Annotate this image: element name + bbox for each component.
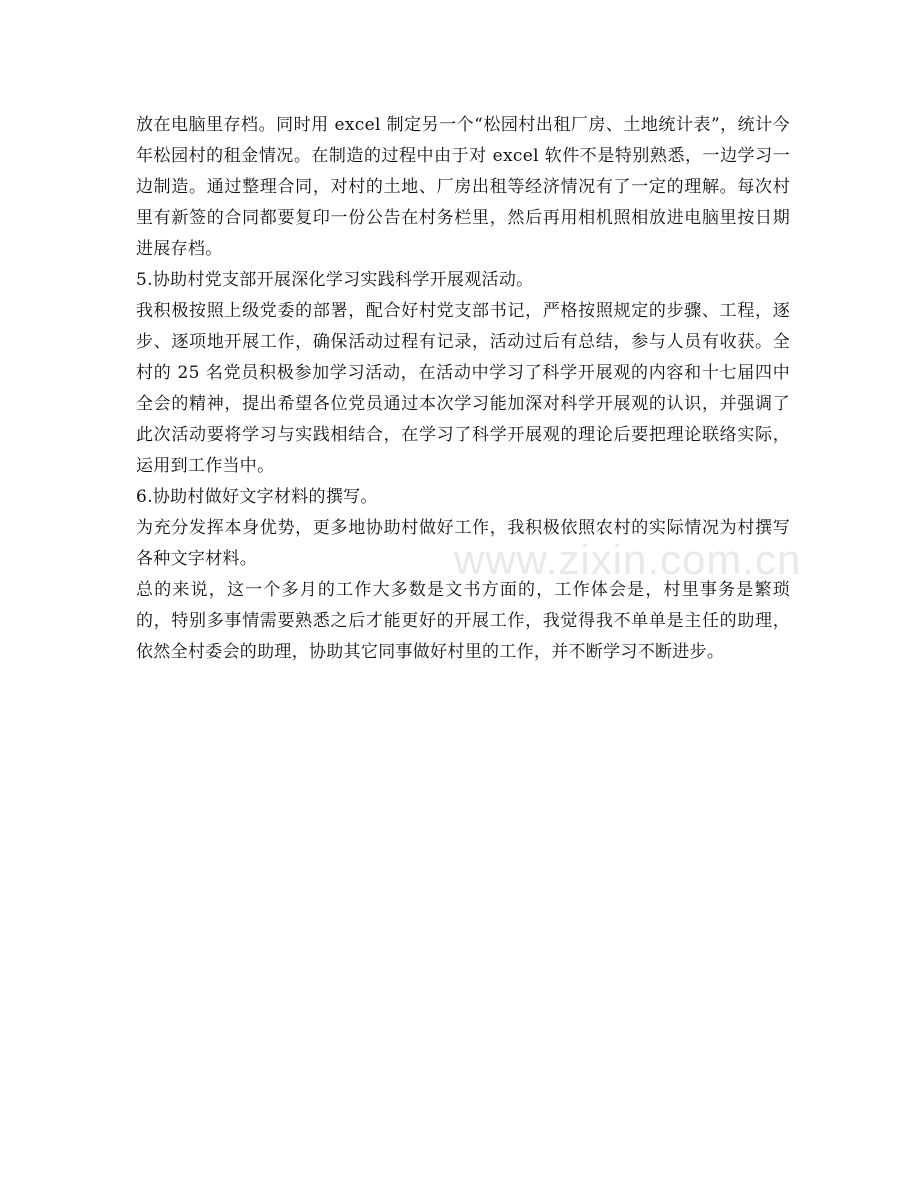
document-body	[136, 110, 790, 668]
paragraph-writing-materials: 为充分发挥本身优势，更多地协助村做好工作，我积极依照农村的实际情况为村撰写各种文字材料。	[136, 518, 790, 569]
watermark: www.zixin.com.cn	[454, 536, 802, 583]
paragraph-archiving: 放在电脑里存档。同时用 excel 制定另一个“松园村出租厂房、土地统计表”，统计今年松园村的租金情况。在制造的过程中由于对 excel 软件不是特别熟悉，一边学习一边制造。通过整理合同，对村的土地、厂房出租等经济情况有了一定的理解。每次村里有新签的合同都要复印一份公告在村务栏里，然后再用相机照相放进电脑里按日期进展存档。	[136, 115, 790, 259]
section-heading-5: 5.协助村党支部开展深化学习实践科学开展观活动。	[136, 270, 534, 290]
paragraph-study-activity: 我积极按照上级党委的部署，配合好村党支部书记，严格按照规定的步骤、工程，逐步、逐项地开展工作，确保活动过程有记录，活动过后有总结，参与人员有收获。全村的 25 名党员积极参加学习活动，在活动中学习了科学开展观的内容和十七届四中全会的精神，提出希望各位党员通过本次学习能加深对科学开展观的认识，并强调了此次活动要将学习与实践相结合，在学习了科学开展观的理论后要把理论联络实际，运用到工作当中。	[136, 301, 790, 476]
paragraph-summary: 总的来说，这一个多月的工作大多数是文书方面的，工作体会是，村里事务是繁琐的，特别多事情需要熟悉之后才能更好的开展工作，我觉得我不单单是主任的助理，依然全村委会的助理，协助其它同事做好村里的工作，并不断学习不断进步。	[136, 580, 790, 662]
section-heading-6: 6.协助村做好文字材料的撰写。	[136, 487, 378, 507]
